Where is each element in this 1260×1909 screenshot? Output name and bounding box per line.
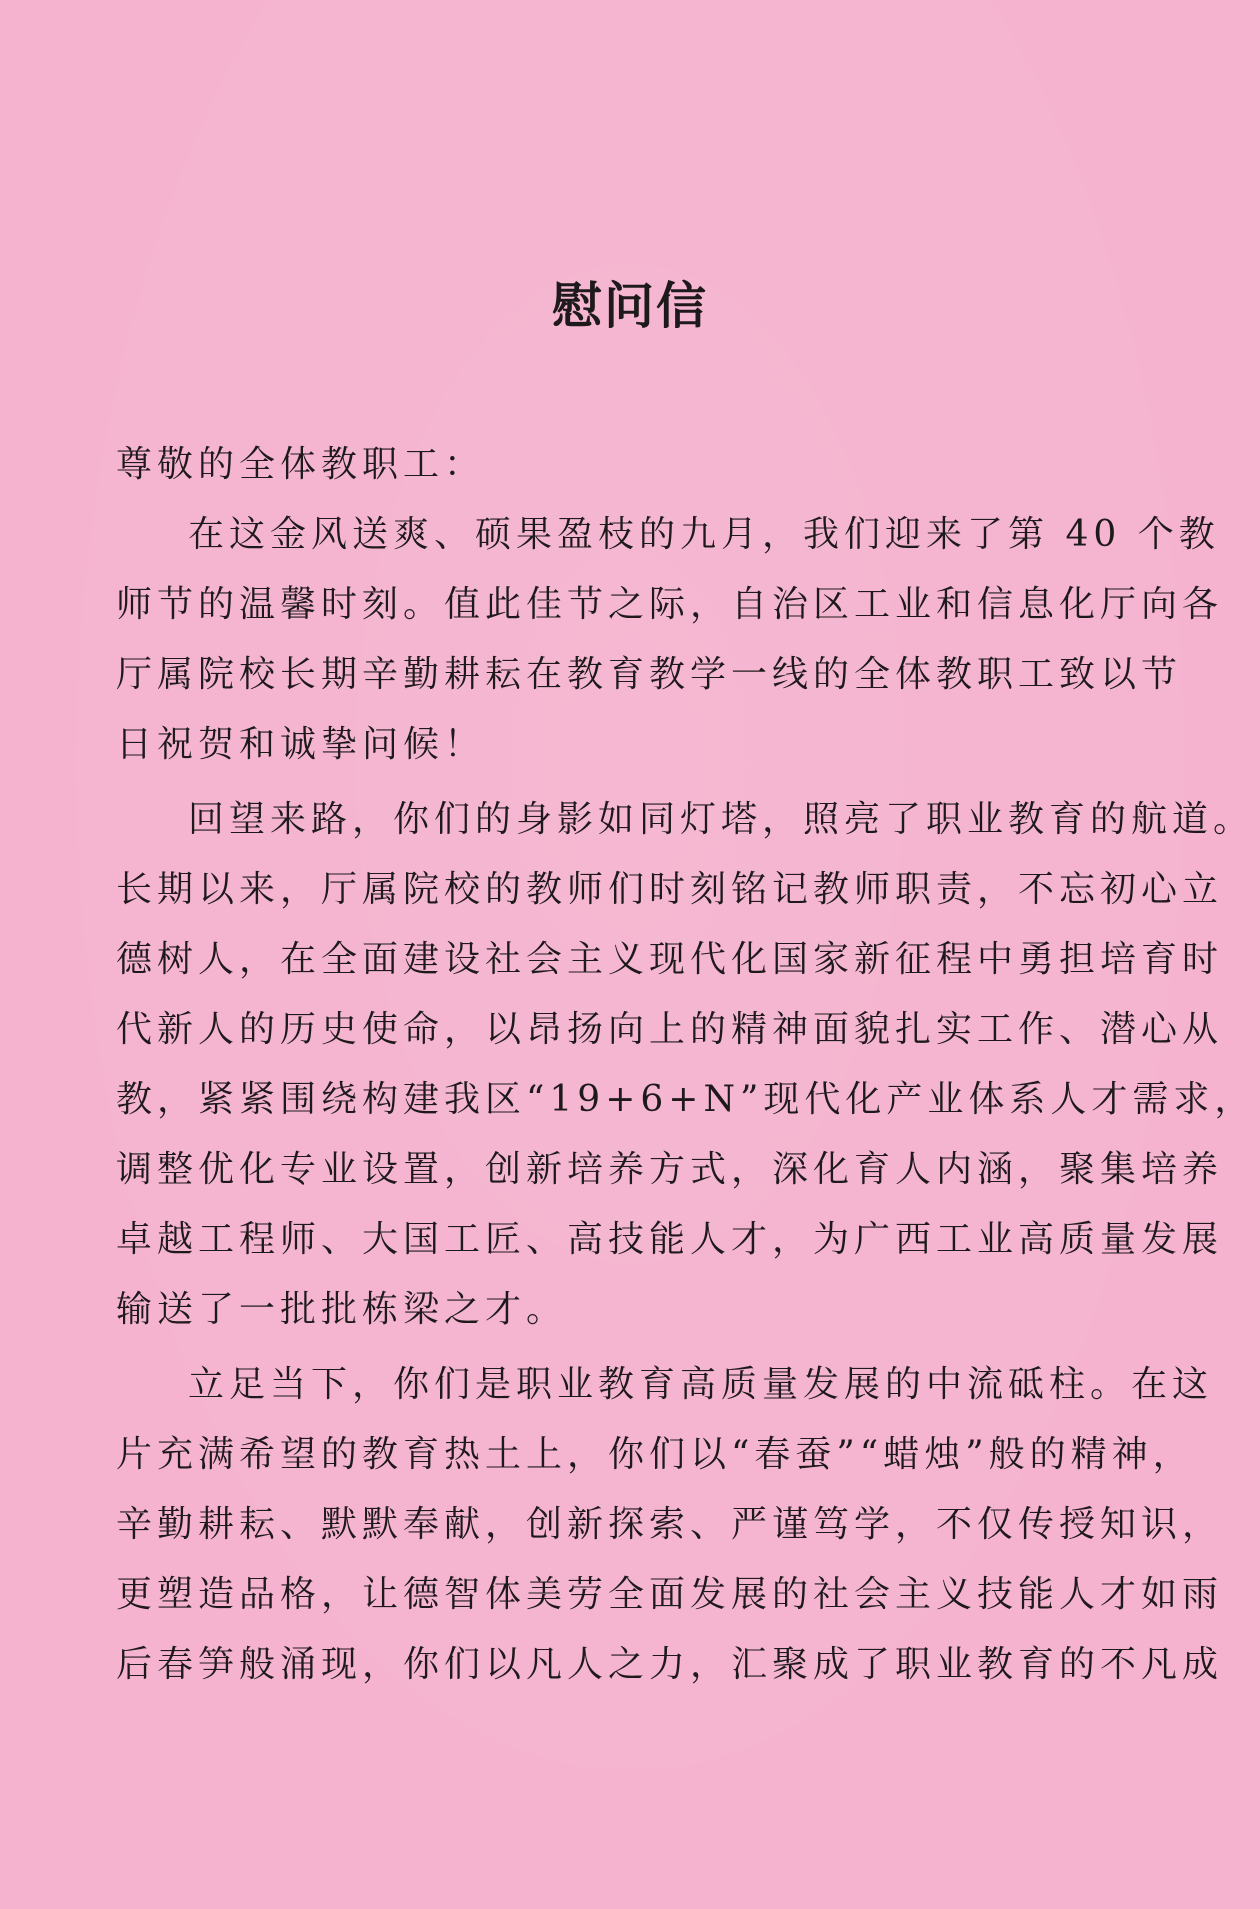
body-line: 调整优化专业设置，创新培养方式，深化育人内涵，聚集培养 [116,1149,1224,1190]
body-line: 卓越工程师、大国工匠、高技能人才，为广西工业高质量发展 [116,1219,1224,1260]
body-line: 厅属院校长期辛勤耕耘在教育教学一线的全体教职工致以节 [116,654,1183,695]
body-line: 师节的温馨时刻。值此佳节之际，自治区工业和信息化厅向各 [116,584,1224,625]
body-line: 片充满希望的教育热土上，你们以“春蚕”“蜡烛”般的精神， [116,1434,1194,1475]
body-line: 在这金风送爽、硕果盈枝的九月，我们迎来了第 40 个教 [188,514,1220,555]
body-line: 代新人的历史使命，以昂扬向上的精神面貌扎实工作、潜心从 [116,1009,1224,1050]
body-line: 德树人，在全面建设社会主义现代化国家新征程中勇担培育时 [116,939,1224,980]
body-line: 日祝贺和诚挚问候！ [116,724,486,765]
body-line: 辛勤耕耘、默默奉献，创新探索、严谨笃学，不仅传授知识， [116,1504,1224,1545]
salutation: 尊敬的全体教职工： [116,444,486,485]
body-line: 教，紧紧围绕构建我区“19+6+N”现代化产业体系人才需求， [116,1079,1256,1120]
body-line: 输送了一批批栋梁之才。 [116,1289,568,1330]
body-line: 后春笋般涌现，你们以凡人之力，汇聚成了职业教育的不凡成 [116,1644,1224,1685]
body-line: 更塑造品格，让德智体美劳全面发展的社会主义技能人才如雨 [116,1574,1224,1615]
body-line: 立足当下，你们是职业教育高质量发展的中流砥柱。在这 [188,1364,1214,1405]
body-line: 回望来路，你们的身影如同灯塔，照亮了职业教育的航道。 [188,799,1255,840]
letter-title: 慰问信 [552,276,708,335]
body-line: 长期以来，厅属院校的教师们时刻铭记教师职责，不忘初心立 [116,869,1224,910]
